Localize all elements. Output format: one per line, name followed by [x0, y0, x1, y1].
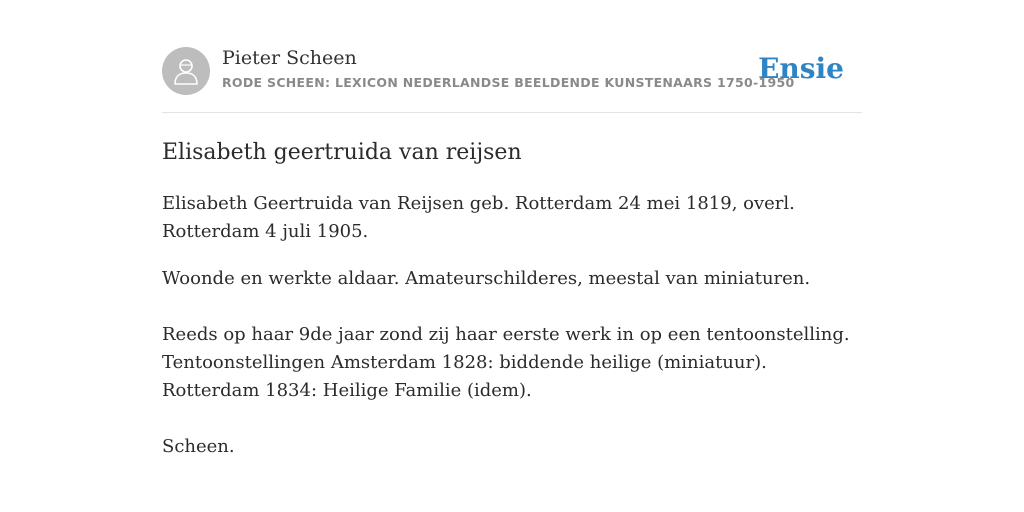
avatar[interactable]: [162, 47, 210, 95]
author-name[interactable]: Pieter Scheen: [222, 47, 357, 69]
paragraph: Woonde en werkte aldaar. Amateurschilderes, meestal van miniaturen.: [162, 268, 811, 289]
article-header: [162, 46, 862, 113]
source-title[interactable]: RODE SCHEEN: LEXICON NEDERLANDSE BEELDENDE KUNSTENAARS 1750-1950: [222, 75, 795, 90]
user-silhouette-icon: [172, 56, 200, 86]
article-card: [162, 46, 862, 457]
paragraph: Reeds op haar 9de jaar zond zij haar eerste werk in op een tentoonstelling. Tentoonstellingen Amsterdam 1828: biddende heilige (miniatuur). Rotterdam 1834: Heilige Familie (idem).: [162, 324, 850, 401]
brand-logo[interactable]: Ensie: [758, 52, 844, 85]
article-title: Elisabeth geertruida van reijsen: [162, 140, 522, 165]
paragraph: Elisabeth Geertruida van Reijsen geb. Rotterdam 24 mei 1819, overl. Rotterdam 4 juli 1905.: [162, 193, 795, 242]
paragraph: Scheen.: [162, 436, 235, 457]
article-body: [162, 190, 862, 461]
